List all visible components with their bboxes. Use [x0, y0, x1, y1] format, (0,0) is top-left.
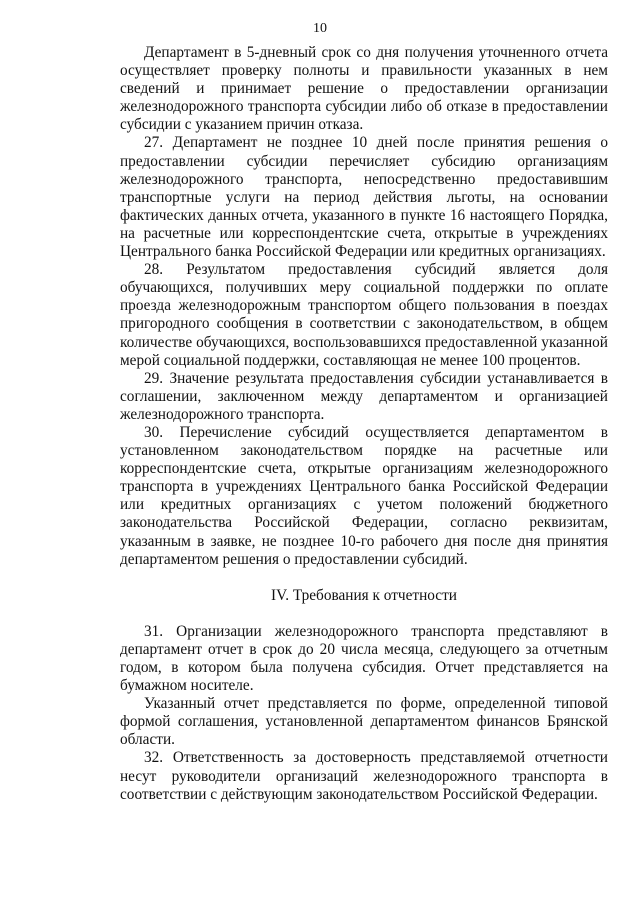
- paragraph-31: 31. Организации железнодорожного транспорта представляют в департамент отчет в срок до 20 числа месяца, следующего за отчетным годом, в котором была получена субсидия. Отчет представляется на бумажном носителе.: [120, 622, 608, 695]
- section-heading: IV. Требования к отчетности: [271, 586, 457, 604]
- paragraph-29: 29. Значение результата предоставления субсидии устанавливается в соглашении, заключенном между департаментом и организацией железнодорожного транспорта.: [120, 369, 608, 423]
- paragraph-report-form: Указанный отчет представляется по форме, определенной типовой формой соглашения, установленной департаментом финансов Брянской области.: [120, 695, 608, 749]
- paragraph-28: 28. Результатом предоставления субсидий является доля обучающихся, получивших меру социальной поддержки по оплате проезда железнодорожным транспортом общего пользования в поездах пригородного сообщения в соответствии с законодательством, в общем количестве обучающихся, воспользовавшихся предоставленной указанной мерой социальной поддержки, составляющая не менее 100 процентов.: [120, 261, 608, 369]
- paragraph-32: 32. Ответственность за достоверность представляемой отчетности несут руководители организаций железнодорожного транспорта в соответствии с действующим законодательством Российской Федерации.: [120, 749, 608, 803]
- paragraph-report-check: Департамент в 5-дневный срок со дня получения уточненного отчета осуществляет проверку полноты и правильности указанных в нем сведений и принимает решение о предоставлении организации железнодорожного транспорта субсидии либо об отказе в предоставлении субсидии с указанием причин отказа.: [120, 44, 608, 134]
- paragraph-27: 27. Департамент не позднее 10 дней после принятия решения о предоставлении субсидии перечисляет субсидию организациям железнодорожного транспорта, непосредственно предоставившим транспортные услуги на период действия льготы, на основании фактических данных отчета, указанного в пункте 16 настоящего Порядка, на расчетные или корреспондентские счета, открытые в учреждениях Центрального банка Российской Федерации или кредитных организациях.: [120, 134, 608, 261]
- paragraph-30: 30. Перечисление субсидий осуществляется департаментом в установленном законодательством порядке на расчетные или корреспондентские счета, открытые организациям железнодорожного транспорта в учреждениях Центрального банка Российской Федерации или кредитных организациях с учетом положений бюджетного законодательства Российской Федерации, согласно реквизитам, указанным в заявке, не позднее 10-го рабочего дня после дня принятия департаментом решения о предоставлении субсидий.: [120, 423, 608, 568]
- page-number: 10: [313, 21, 327, 36]
- document-body: [120, 44, 608, 804]
